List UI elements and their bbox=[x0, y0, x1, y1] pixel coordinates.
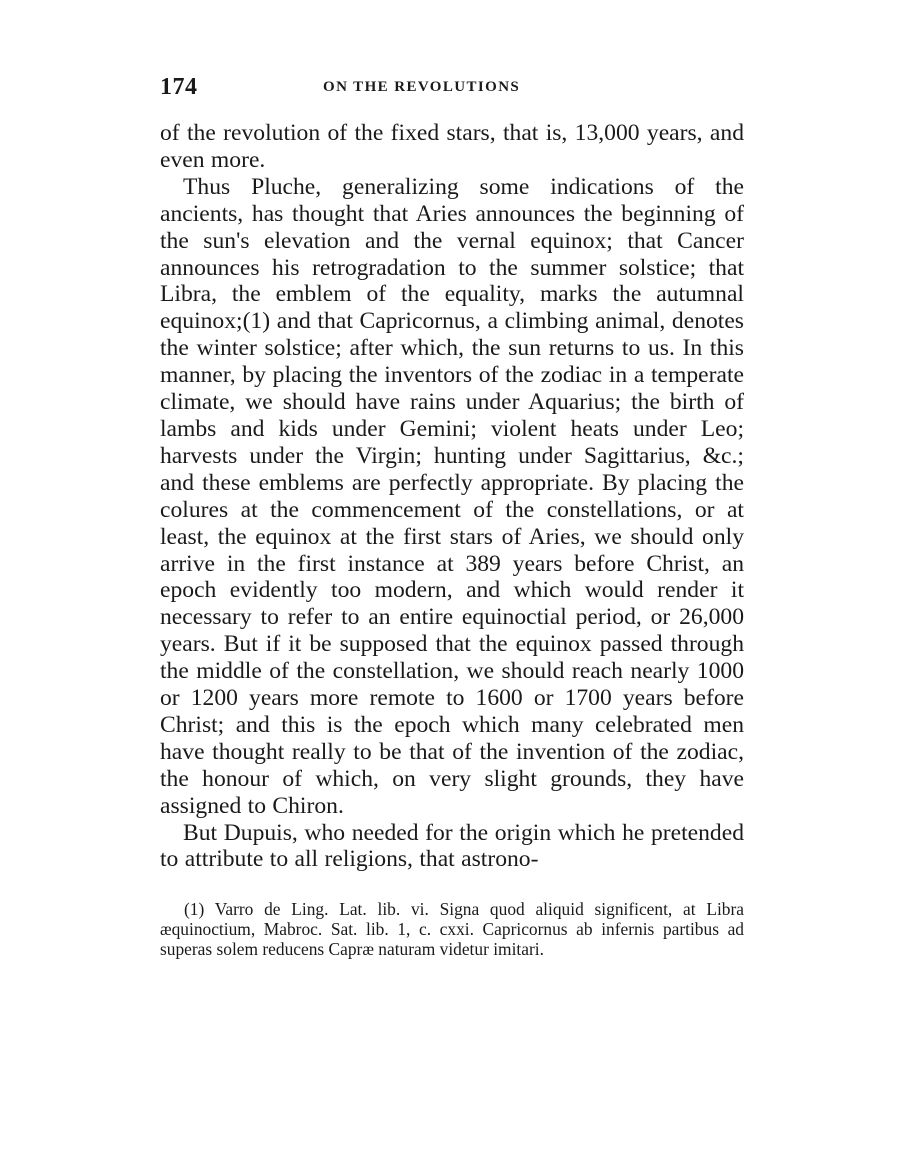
running-head bbox=[160, 74, 744, 104]
paragraph-dupuis: But Dupuis, who needed for the origin which he pretended to attribute to all religions, that astrono- bbox=[160, 819, 744, 873]
body-text bbox=[160, 120, 744, 873]
footnote: (1) Varro de Ling. Lat. lib. vi. Signa quod aliquid significent, at Libra æquinoctium, Mabroc. Sat. lib. 1, c. cxxi. Capricornus ab infernis partibus ad superas solem reducens Capræ naturam videtur imitari. bbox=[160, 899, 744, 960]
running-title: ON THE REVOLUTIONS bbox=[323, 79, 521, 95]
book-page bbox=[160, 74, 744, 959]
paragraph-continuation: of the revolution of the fixed stars, that is, 13,000 years, and even more. bbox=[160, 120, 744, 173]
page-number: 174 bbox=[160, 74, 198, 100]
paragraph-pluche: Thus Pluche, generalizing some indications of the ancients, has thought that Aries announces the beginning of the sun's elevation and the vernal equinox; that Cancer announces his retrogradation to the summer solstice; that Libra, the emblem of the equality, marks the autumnal equinox;(1) and that Capricornus, a climbing animal, denotes the winter solstice; after which, the sun returns to us. In this manner, by placing the inventors of the zodiac in a temperate climate, we should have rains under Aquarius; the birth of lambs and kids under Gemini; violent heats under Leo; harvests under the Virgin; hunting under Sagittarius, &c.; and these emblems are perfectly appropriate. By placing the colures at the commencement of the constellations, or at least, the equinox at the first stars of Aries, we should only arrive in the first instance at 389 years before Christ, an epoch evidently too modern, and which would render it necessary to refer to an entire equinoctial period, or 26,000 years. But if it be supposed that the equinox passed through the middle of the constellation, we should reach nearly 1000 or 1200 years more remote to 1600 or 1700 years before Christ; and this is the epoch which many celebrated men have thought really to be that of the invention of the zodiac, the honour of which, on very slight grounds, they have assigned to Chiron. bbox=[160, 173, 744, 819]
